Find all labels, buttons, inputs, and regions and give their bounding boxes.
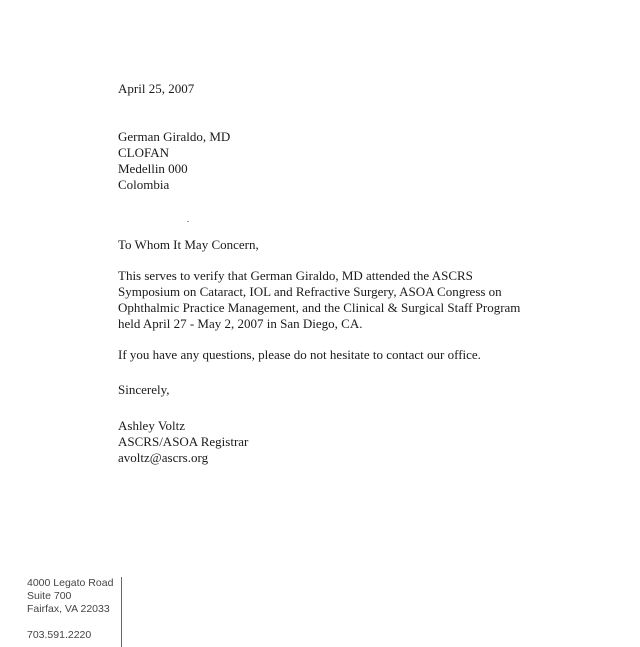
footer-street: 4000 Legato Road: [27, 577, 114, 589]
recipient-country: Colombia: [118, 177, 170, 192]
footer-address: [27, 577, 113, 642]
salutation: To Whom It May Concern,: [118, 237, 259, 252]
paragraph-line: Symposium on Cataract, IOL and Refractive Surgery, ASOA Congress on: [118, 284, 502, 299]
questions-paragraph: If you have any questions, please do not hesitate to contact our office.: [118, 347, 481, 362]
footer-phone: 703.591.2220: [27, 629, 92, 641]
footer-city: Fairfax, VA 22033: [27, 603, 110, 615]
scan-speck: [187, 221, 189, 222]
paragraph-line: Ophthalmic Practice Management, and the Clinical & Surgical Staff Program: [118, 300, 521, 315]
recipient-organization: CLOFAN: [118, 145, 170, 160]
recipient-address: [118, 129, 230, 193]
signer-email: avoltz@ascrs.org: [118, 450, 209, 465]
letter-date: April 25, 2007: [118, 81, 195, 96]
closing: Sincerely,: [118, 382, 170, 397]
footer-suite: Suite 700: [27, 590, 72, 602]
paragraph-line: This serves to verify that German Giraldo, MD attended the ASCRS: [118, 268, 473, 283]
verification-paragraph: [118, 268, 520, 332]
signature-block: [118, 418, 248, 466]
signer-title: ASCRS/ASOA Registrar: [118, 434, 249, 449]
footer-divider: [121, 577, 122, 647]
paragraph-line: held April 27 - May 2, 2007 in San Diego, CA.: [118, 316, 363, 331]
recipient-name: German Giraldo, MD: [118, 129, 231, 144]
signer-name: Ashley Voltz: [118, 418, 186, 433]
recipient-city: Medellin 000: [118, 161, 188, 176]
